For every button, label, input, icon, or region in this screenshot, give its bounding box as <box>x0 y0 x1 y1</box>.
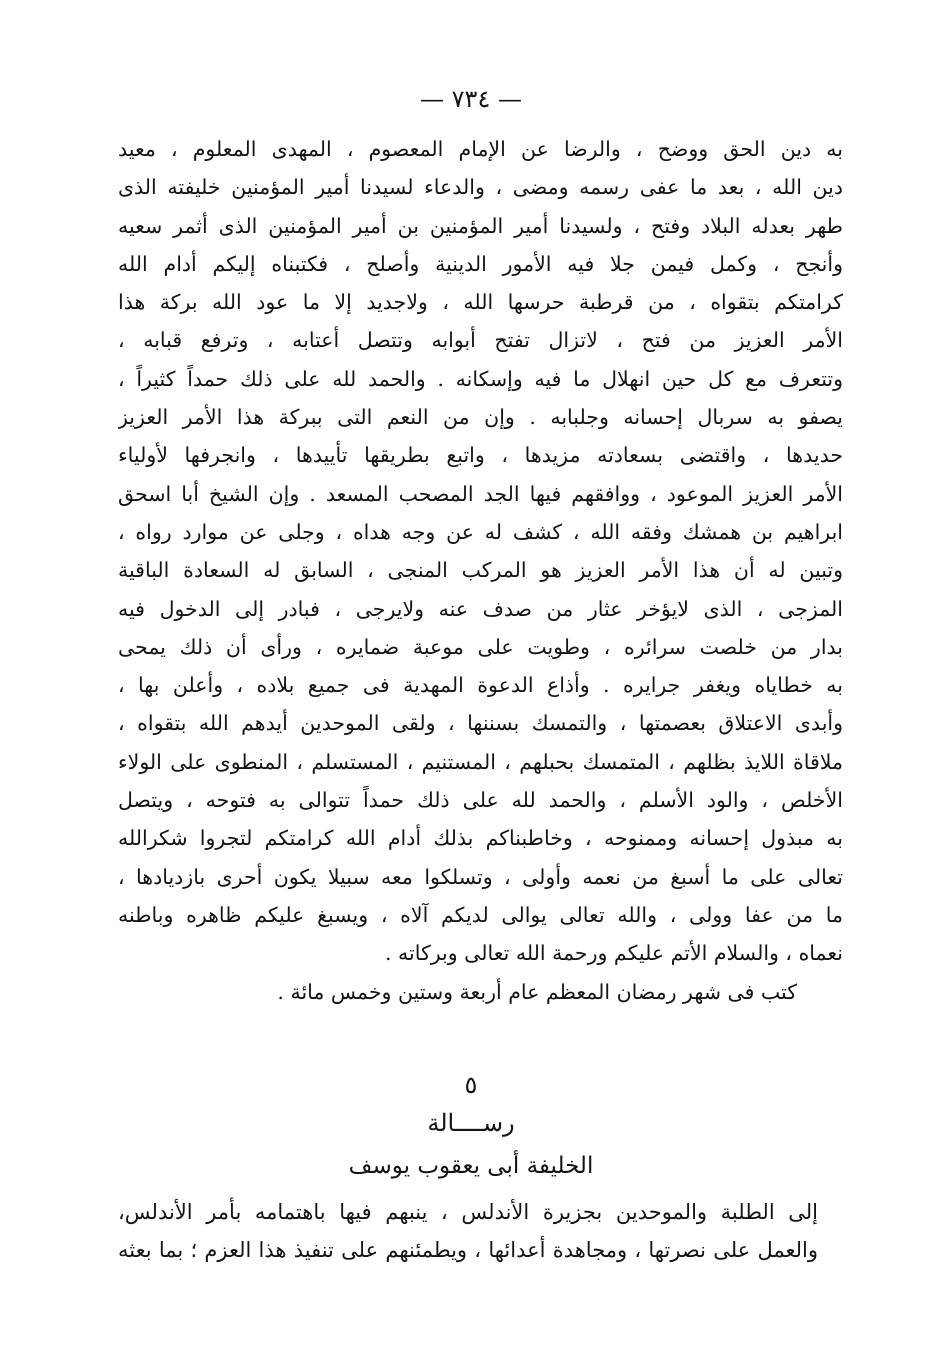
page-number: — ٧٣٤ — <box>420 85 522 113</box>
section-title: رســــالة <box>427 1109 515 1137</box>
body-line: نعماه ، والسلام الأتم عليكم ورحمة الله تعالى وبركاته . <box>385 941 843 966</box>
date-line: كتب فى شهر رمضان المعظم عام أربعة وستين وخمس مائة . <box>277 979 797 1004</box>
body-line: وأبدى الاعتلاق بعصمتها ، والتمسك بسننها ، ولقى الموحدين أيدهم الله بتقواه ، <box>118 711 843 736</box>
body-line: وتبين له أن هذا الأمر العزيز هو المركب المنجى ، السابق له السعادة الباقية <box>118 558 843 583</box>
body-line: طهر بعدله البلاد وفتح ، ولسيدنا أمير المؤمنين بن أمير المؤمنين الذى أثمر سعيه <box>118 213 843 238</box>
body-line: ابراهيم بن همشك وفقه الله ، كشف له عن وجه هداه ، وجلى عن موارد رواه ، <box>118 519 843 544</box>
body-line: الأمر العزيز من فتح ، لاتزال تفتح أبوابه وتتصل أعتابه ، وترفع قبابه ، <box>118 328 843 353</box>
letter-body <box>118 130 843 1011</box>
body-line: به مبذول إحسانه وممنوحه ، وخاطبناكم بذلك أدام الله كرامتكم لتجروا شكرالله <box>118 826 843 851</box>
body-line: يصفو به سربال إحسانه وجلبابه . وإن من النعم التى ببركة هذا الأمر العزيز <box>118 405 843 430</box>
letter-summary <box>118 1192 818 1269</box>
body-line: حديدها ، واقتضى بسعادته مزيدها ، واتبع بطريقها تأييدها ، وانجرفها لأولياء <box>118 443 843 468</box>
body-line: وأنجح ، وكمل فيمن جلا فيه الأمور الدينية وأصلح ، فكتبناه إليكم أدام الله <box>118 251 843 276</box>
body-line: كرامتكم بتقواه ، من قرطبة حرسها الله ، ولاجديد إلا ما عود الله بركة هذا <box>118 290 843 315</box>
section-subtitle: الخليفة أبى يعقوب يوسف <box>348 1153 594 1179</box>
body-line: دين الله ، بعد ما عفى رسمه ومضى ، والدعاء لسيدنا أمير المؤمنين خليفته الذى <box>118 175 843 200</box>
body-line: وتتعرف مع كل حين انهلال ما فيه وإسكانه . والحمد لله على ذلك حمداً كثيراً ، <box>118 366 843 391</box>
body-line: المزجى ، الذى لايؤخر عثار من صدف عنه ولايرجى ، فبادر إلى الدخول فيه <box>118 596 843 621</box>
body-line: بدار من خلصت سرائره ، وطويت على موعبة ضمايره ، ورأى أن ذلك يمحى <box>118 634 843 659</box>
summary-line: إلى الطلبة والموحدين بجزيرة الأندلس ، ينبهم فيها باهتمامه بأمر الأندلس، <box>118 1200 818 1224</box>
body-line: الأخلص ، والود الأسلم ، والحمد لله على ذلك حمداً تتوالى به فتوحه ، ويتصل <box>118 788 843 813</box>
body-line: تعالى على ما أسبغ من نعمه وأولى ، وتسلكوا معه سبيلا يكون أحرى بازديادها ، <box>118 864 843 889</box>
body-line: به دين الحق ووضح ، والرضا عن الإمام المعصوم ، المهدى المعلوم ، معيد <box>118 137 843 161</box>
body-line: به خطاياه ويغفر جرايره . وأذاع الدعوة المهدية فى جميع بلاده ، وأعلن بها ، <box>118 673 843 698</box>
summary-line: والعمل على نصرتها ، ومجاهدة أعدائها ، ويطمئنهم على تنفيذ هذا العزم ؛ بما بعثه <box>118 1238 818 1263</box>
section-number: ٥ <box>464 1071 478 1099</box>
body-line: الأمر العزيز الموعود ، ووافقهم فيها الجد المصحب المسعد . وإن الشيخ أبا اسحق <box>118 481 843 506</box>
body-line: ما من عفا وولى ، والله تعالى يوالى لديكم آلاه ، ويسبغ عليكم ظاهره وباطنه <box>118 902 843 927</box>
body-line: ملاقاة اللايذ بظلهم ، المتمسك بحبلهم ، المستنيم ، المستسلم ، المنطوى على الولاء <box>118 749 843 774</box>
